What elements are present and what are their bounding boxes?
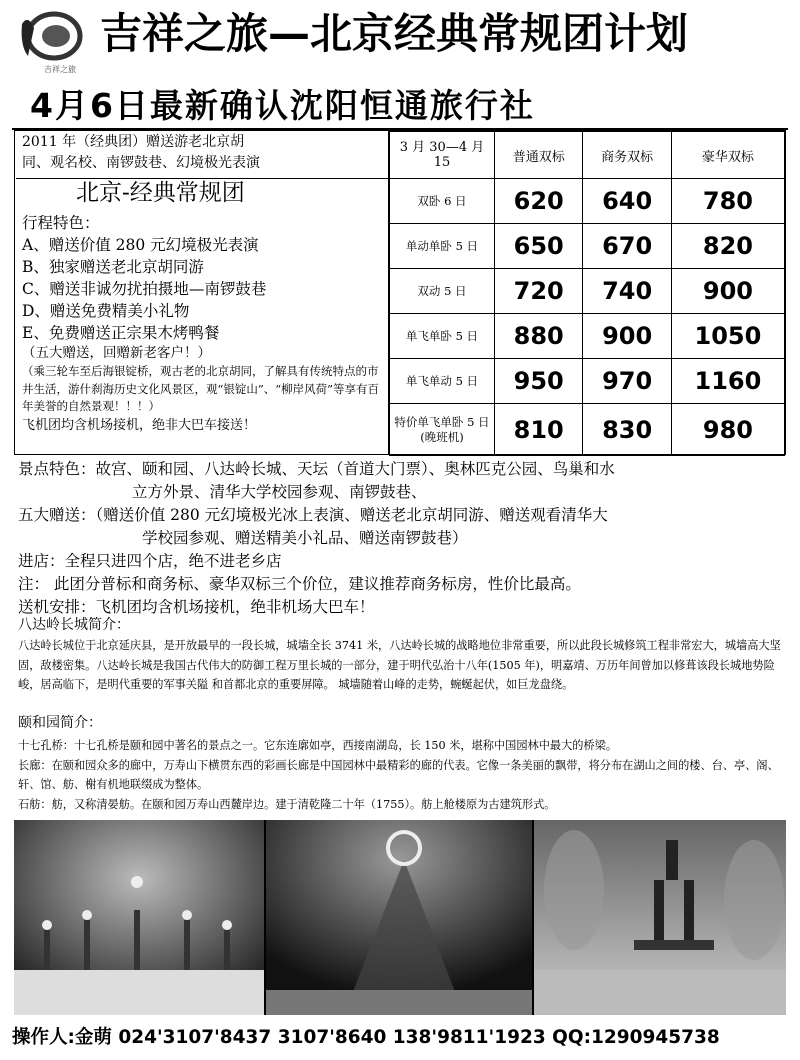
intro-text xyxy=(22,132,382,174)
price-cell: 670 xyxy=(583,224,671,269)
price-cell: 1160 xyxy=(671,359,784,404)
flight-note: 飞机团均含机场接机，绝非大巴车接送！ xyxy=(22,417,257,433)
itinerary-panel xyxy=(16,132,388,453)
price-table xyxy=(389,131,785,456)
price-cell: 900 xyxy=(583,314,671,359)
price-cell: 640 xyxy=(583,179,671,224)
route-label: 单动单卧 5 日 xyxy=(390,224,495,269)
acrobatics-photos xyxy=(14,820,786,1015)
price-cell: 830 xyxy=(583,404,671,456)
shops-line: 进店：全程只进四个店，绝不进老乡店 xyxy=(18,552,282,570)
column-header: 商务双标 xyxy=(583,132,671,179)
feature-list xyxy=(22,212,386,435)
price-cell: 780 xyxy=(671,179,784,224)
price-cell: 980 xyxy=(671,404,784,456)
date-range: 3 月 30—4 月 15 xyxy=(390,132,495,179)
details-section xyxy=(18,458,786,619)
agency-logo xyxy=(14,6,86,78)
price-row xyxy=(390,404,785,456)
price-cell: 880 xyxy=(495,314,583,359)
feature-item: B、独家赠送老北京胡同游 xyxy=(22,258,204,276)
page-title: 吉祥之旅—北京经典常规团计划 xyxy=(100,9,689,58)
price-cell: 720 xyxy=(495,269,583,314)
route-label: 单飞单动 5 日 xyxy=(390,359,495,404)
logo-text: 吉祥之旅 xyxy=(44,65,76,74)
feature-item: A、赠送价值 280 元幻境极光表演 xyxy=(22,236,259,254)
summer-corridor: 长廊：在颐和园众多的廊中，万寿山下横贯东西的彩画长廊是中国园林中最精彩的廊的代表。它像一条美丽的飘带，将分布在湖山之间的楼、台、亭、阁、轩、馆、舫、榭有机地联缀成为整体。 xyxy=(18,758,779,791)
route-label-line: 特价单飞单卧 5 日 xyxy=(394,414,490,429)
price-cell: 1050 xyxy=(671,314,784,359)
page-subtitle: 4月6日最新确认沈阳恒通旅行社 xyxy=(30,86,535,125)
feature-item: E、免费赠送正宗果木烤鸭餐 xyxy=(22,324,220,342)
route-label xyxy=(390,404,495,456)
feature-item: D、赠送免费精美小礼物 xyxy=(22,302,190,320)
price-cell: 740 xyxy=(583,269,671,314)
gift-note: （五大赠送，回赠新老客户！） xyxy=(22,345,211,361)
price-cell: 970 xyxy=(583,359,671,404)
route-label: 单飞单卧 5 日 xyxy=(390,314,495,359)
price-header-row xyxy=(390,132,785,179)
intro-line: 2011 年（经典团）赠送游老北京胡 xyxy=(22,134,245,150)
price-row xyxy=(390,224,785,269)
route-label: 双卧 6 日 xyxy=(390,179,495,224)
badaling-title: 八达岭长城简介： xyxy=(18,617,130,633)
summer-palace-title: 颐和园简介： xyxy=(18,715,102,731)
column-header: 豪华双标 xyxy=(671,132,784,179)
price-cell: 620 xyxy=(495,179,583,224)
price-row xyxy=(390,359,785,404)
price-cell: 650 xyxy=(495,224,583,269)
price-row xyxy=(390,269,785,314)
spots-line: 立方外景、清华大学校园参观、南锣鼓巷、 xyxy=(132,483,427,501)
rickshaw-note: （乘三轮车至后海银锭桥，观古老的北京胡同，了解具有传统特点的市井生活，游什刹海历史文化风景区，观“银锭山”、“柳岸风荷”等享有百年美誉的自然景观！！！） xyxy=(22,364,380,413)
contact-footer: 操作人:金萌 024'3107'8437 3107'8640 138'9811'1923 QQ:1290945738 xyxy=(12,1027,720,1048)
price-cell: 810 xyxy=(495,404,583,456)
summer-palace-text xyxy=(18,736,784,814)
note-line: 注： 此团分普标和商务标、豪华双标三个价位，建议推荐商务标房，性价比最高。 xyxy=(18,575,581,593)
features-heading: 行程特色： xyxy=(22,214,100,232)
column-header: 普通双标 xyxy=(495,132,583,179)
spots-line: 景点特色：故宫、颐和园、八达岭长城、天坛（首道大门票）、奥林匹克公园、鸟巢和水 xyxy=(18,460,615,478)
gifts-line: 学校园参观、赠送精美小礼品、赠送南锣鼓巷） xyxy=(142,529,468,547)
summer-bridge: 十七孔桥：十七孔桥是颐和园中著名的景点之一。它东连廓如亭，西接南湖岛，长 150 米，堪称中国园林中最大的桥梁。 xyxy=(18,739,618,752)
summer-boat: 石舫：舫，又称清晏舫。在颐和园万寿山西麓岸边。建于清乾隆二十年（1755）。舫上舱楼原为古建筑形式。 xyxy=(18,797,556,811)
route-label-note: (晚班机) xyxy=(420,429,464,444)
feature-item: C、赠送非诚勿扰拍摄地—南锣鼓巷 xyxy=(22,280,267,298)
price-cell: 900 xyxy=(671,269,784,314)
package-title: 北京-经典常规团 xyxy=(76,180,245,206)
price-cell: 950 xyxy=(495,359,583,404)
price-row xyxy=(390,179,785,224)
badaling-text: 八达岭长城位于北京延庆县，是开放最早的一段长城，城墙全长 3741 米，八达岭长城的战略地位非常重要，所以此段长城修筑工程非常宏大，城墙高大坚固，敌楼密集。八达岭长城是我国古代伟大的防御工程万里长城的一部分，建于明代弘治十八年(1505 年)，明嘉靖、万历年间曾加以修葺该段长城地势险峻，居高临下，是明代重要的军事关隘 和首都北京的重要屏障。 城墙随着山峰的走势，蜿蜒起伏，如巨龙盘绕。 xyxy=(18,639,781,691)
gifts-line: 五大赠送：（赠送价值 280 元幻境极光冰上表演、赠送老北京胡同游、赠送观看清华大 xyxy=(18,506,608,524)
intro-line: 同、观名校、南锣鼓巷、幻境极光表演 xyxy=(22,155,260,171)
price-cell: 820 xyxy=(671,224,784,269)
route-label: 双动 5 日 xyxy=(390,269,495,314)
price-row xyxy=(390,314,785,359)
transfer-line: 送机安排：飞机团均含机场接机，绝非机场大巴车！ xyxy=(18,598,375,616)
